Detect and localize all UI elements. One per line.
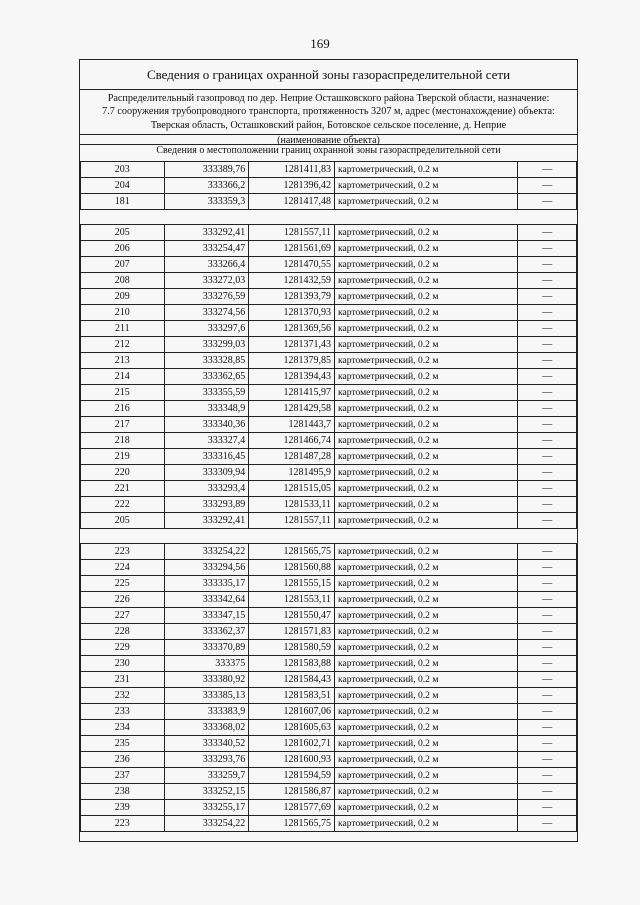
method-cell: картометрический, 0.2 м (334, 194, 517, 210)
method-cell: картометрический, 0.2 м (334, 481, 517, 497)
y-coordinate: 1281515,05 (249, 481, 335, 497)
method-cell: картометрический, 0.2 м (334, 752, 517, 768)
group-separator-row (81, 529, 577, 544)
point-number: 203 (81, 162, 165, 178)
y-coordinate: 1281393,79 (249, 289, 335, 305)
note-cell: — (518, 704, 577, 720)
note-cell: — (518, 576, 577, 592)
note-cell: — (518, 513, 577, 529)
y-coordinate: 1281594,59 (249, 768, 335, 784)
method-cell: картометрический, 0.2 м (334, 321, 517, 337)
note-cell: — (518, 688, 577, 704)
table-row (81, 544, 577, 560)
y-coordinate: 1281605,63 (249, 720, 335, 736)
x-coordinate: 333259,7 (164, 768, 249, 784)
point-number: 231 (81, 672, 165, 688)
table-row (81, 433, 577, 449)
y-coordinate: 1281396,42 (249, 178, 335, 194)
table-row (81, 736, 577, 752)
point-number: 215 (81, 385, 165, 401)
x-coordinate: 333292,41 (164, 225, 249, 241)
method-cell: картометрический, 0.2 м (334, 784, 517, 800)
method-cell: картометрический, 0.2 м (334, 385, 517, 401)
table-row (81, 353, 577, 369)
separator-cell (81, 529, 577, 544)
x-coordinate: 333327,4 (164, 433, 249, 449)
method-cell: картометрический, 0.2 м (334, 401, 517, 417)
table-row (81, 481, 577, 497)
y-coordinate: 1281555,15 (249, 576, 335, 592)
note-cell: — (518, 385, 577, 401)
table-row (81, 417, 577, 433)
point-number: 227 (81, 608, 165, 624)
note-cell: — (518, 608, 577, 624)
table-row (81, 194, 577, 210)
point-number: 216 (81, 401, 165, 417)
table-row (81, 560, 577, 576)
table-row (81, 624, 577, 640)
point-number: 219 (81, 449, 165, 465)
y-coordinate: 1281533,11 (249, 497, 335, 513)
method-cell: картометрический, 0.2 м (334, 816, 517, 832)
x-coordinate: 333316,45 (164, 449, 249, 465)
x-coordinate: 333328,85 (164, 353, 249, 369)
x-coordinate: 333383,9 (164, 704, 249, 720)
note-cell: — (518, 752, 577, 768)
point-number: 226 (81, 592, 165, 608)
point-number: 230 (81, 656, 165, 672)
document-title: Сведения о границах охранной зоны газораспределительной сети (80, 60, 577, 90)
note-cell: — (518, 257, 577, 273)
point-number: 238 (81, 784, 165, 800)
table-row (81, 656, 577, 672)
method-cell: картометрический, 0.2 м (334, 513, 517, 529)
method-cell: картометрический, 0.2 м (334, 337, 517, 353)
x-coordinate: 333293,89 (164, 497, 249, 513)
x-coordinate: 333385,13 (164, 688, 249, 704)
point-number: 206 (81, 241, 165, 257)
point-number: 217 (81, 417, 165, 433)
point-number: 208 (81, 273, 165, 289)
table-row (81, 289, 577, 305)
x-coordinate: 333342,64 (164, 592, 249, 608)
note-cell: — (518, 273, 577, 289)
x-coordinate: 333370,89 (164, 640, 249, 656)
y-coordinate: 1281584,43 (249, 672, 335, 688)
method-cell: картометрический, 0.2 м (334, 241, 517, 257)
point-number: 234 (81, 720, 165, 736)
y-coordinate: 1281443,7 (249, 417, 335, 433)
x-coordinate: 333274,56 (164, 305, 249, 321)
method-cell: картометрический, 0.2 м (334, 608, 517, 624)
y-coordinate: 1281411,83 (249, 162, 335, 178)
point-number: 223 (81, 816, 165, 832)
y-coordinate: 1281415,97 (249, 385, 335, 401)
point-number: 204 (81, 178, 165, 194)
y-coordinate: 1281466,74 (249, 433, 335, 449)
y-coordinate: 1281600,93 (249, 752, 335, 768)
point-number: 224 (81, 560, 165, 576)
coordinates-table (80, 161, 577, 832)
x-coordinate: 333335,17 (164, 576, 249, 592)
y-coordinate: 1281583,88 (249, 656, 335, 672)
table-row (81, 768, 577, 784)
table-row (81, 800, 577, 816)
method-cell: картометрический, 0.2 м (334, 417, 517, 433)
point-number: 213 (81, 353, 165, 369)
method-cell: картометрический, 0.2 м (334, 704, 517, 720)
x-coordinate: 333340,36 (164, 417, 249, 433)
method-cell: картометрический, 0.2 м (334, 736, 517, 752)
x-coordinate: 333375 (164, 656, 249, 672)
x-coordinate: 333297,6 (164, 321, 249, 337)
y-coordinate: 1281550,47 (249, 608, 335, 624)
table-row (81, 241, 577, 257)
method-cell: картометрический, 0.2 м (334, 449, 517, 465)
table-row (81, 640, 577, 656)
method-cell: картометрический, 0.2 м (334, 273, 517, 289)
method-cell: картометрический, 0.2 м (334, 257, 517, 273)
note-cell: — (518, 672, 577, 688)
note-cell: — (518, 544, 577, 560)
y-coordinate: 1281557,11 (249, 513, 335, 529)
method-cell: картометрический, 0.2 м (334, 353, 517, 369)
note-cell: — (518, 225, 577, 241)
x-coordinate: 333276,59 (164, 289, 249, 305)
point-number: 222 (81, 497, 165, 513)
object-name-caption: (наименование объекта) (80, 134, 577, 145)
method-cell: картометрический, 0.2 м (334, 369, 517, 385)
method-cell: картометрический, 0.2 м (334, 624, 517, 640)
y-coordinate: 1281586,87 (249, 784, 335, 800)
x-coordinate: 333254,22 (164, 544, 249, 560)
table-row (81, 608, 577, 624)
point-number: 237 (81, 768, 165, 784)
point-number: 220 (81, 465, 165, 481)
table-row (81, 273, 577, 289)
note-cell: — (518, 640, 577, 656)
x-coordinate: 333309,94 (164, 465, 249, 481)
note-cell: — (518, 337, 577, 353)
table-row (81, 162, 577, 178)
note-cell: — (518, 624, 577, 640)
y-coordinate: 1281557,11 (249, 225, 335, 241)
table-row (81, 816, 577, 832)
x-coordinate: 333293,76 (164, 752, 249, 768)
y-coordinate: 1281379,85 (249, 353, 335, 369)
table-row (81, 465, 577, 481)
y-coordinate: 1281470,55 (249, 257, 335, 273)
x-coordinate: 333359,3 (164, 194, 249, 210)
method-cell: картометрический, 0.2 м (334, 720, 517, 736)
point-number: 228 (81, 624, 165, 640)
x-coordinate: 333294,56 (164, 560, 249, 576)
table-row (81, 385, 577, 401)
point-number: 181 (81, 194, 165, 210)
description-line: Тверская область, Осташковский район, Ботовское сельское поселение, д. Неприе (150, 119, 507, 131)
y-coordinate: 1281371,43 (249, 337, 335, 353)
note-cell: — (518, 720, 577, 736)
point-number: 233 (81, 704, 165, 720)
note-cell: — (518, 481, 577, 497)
method-cell: картометрический, 0.2 м (334, 656, 517, 672)
table-row (81, 720, 577, 736)
y-coordinate: 1281577,69 (249, 800, 335, 816)
point-number: 229 (81, 640, 165, 656)
object-description (80, 90, 577, 134)
x-coordinate: 333340,52 (164, 736, 249, 752)
table-row (81, 369, 577, 385)
y-coordinate: 1281580,59 (249, 640, 335, 656)
note-cell: — (518, 465, 577, 481)
x-coordinate: 333272,03 (164, 273, 249, 289)
table-row (81, 257, 577, 273)
description-line: 7.7 сооружения трубопроводного транспорта, протяженность 3207 м, адрес (местонахождение) объекта: (102, 106, 555, 118)
table-row (81, 576, 577, 592)
description-line: Распределительный газопровод по дер. Неприе Осташковского района Тверской области, назначение: (107, 93, 550, 104)
note-cell: — (518, 241, 577, 257)
note-cell: — (518, 768, 577, 784)
location-caption: Сведения о местоположении границ охранной зоны газораспределительной сети (156, 145, 501, 156)
point-number: 235 (81, 736, 165, 752)
point-number: 211 (81, 321, 165, 337)
method-cell: картометрический, 0.2 м (334, 289, 517, 305)
x-coordinate: 333380,92 (164, 672, 249, 688)
note-cell: — (518, 178, 577, 194)
x-coordinate: 333254,22 (164, 816, 249, 832)
note-cell: — (518, 162, 577, 178)
x-coordinate: 333362,37 (164, 624, 249, 640)
y-coordinate: 1281560,88 (249, 560, 335, 576)
y-coordinate: 1281370,93 (249, 305, 335, 321)
x-coordinate: 333389,76 (164, 162, 249, 178)
method-cell: картометрический, 0.2 м (334, 465, 517, 481)
method-cell: картометрический, 0.2 м (334, 560, 517, 576)
note-cell: — (518, 369, 577, 385)
y-coordinate: 1281571,83 (249, 624, 335, 640)
x-coordinate: 333252,15 (164, 784, 249, 800)
y-coordinate: 1281607,06 (249, 704, 335, 720)
y-coordinate: 1281495,9 (249, 465, 335, 481)
boundary-info-frame (79, 59, 578, 842)
x-coordinate: 333368,02 (164, 720, 249, 736)
table-row (81, 305, 577, 321)
x-coordinate: 333366,2 (164, 178, 249, 194)
point-number: 225 (81, 576, 165, 592)
y-coordinate: 1281565,75 (249, 544, 335, 560)
note-cell: — (518, 497, 577, 513)
table-row (81, 225, 577, 241)
point-number: 205 (81, 513, 165, 529)
point-number: 214 (81, 369, 165, 385)
method-cell: картометрический, 0.2 м (334, 768, 517, 784)
table-row (81, 449, 577, 465)
note-cell: — (518, 289, 577, 305)
page-number: 169 (310, 36, 330, 51)
table-row (81, 497, 577, 513)
point-number: 207 (81, 257, 165, 273)
method-cell: картометрический, 0.2 м (334, 225, 517, 241)
x-coordinate: 333293,4 (164, 481, 249, 497)
method-cell: картометрический, 0.2 м (334, 544, 517, 560)
x-coordinate: 333348,9 (164, 401, 249, 417)
method-cell: картометрический, 0.2 м (334, 672, 517, 688)
method-cell: картометрический, 0.2 м (334, 178, 517, 194)
x-coordinate: 333255,17 (164, 800, 249, 816)
note-cell: — (518, 592, 577, 608)
y-coordinate: 1281432,59 (249, 273, 335, 289)
method-cell: картометрический, 0.2 м (334, 640, 517, 656)
point-number: 209 (81, 289, 165, 305)
table-row (81, 784, 577, 800)
point-number: 221 (81, 481, 165, 497)
point-number: 236 (81, 752, 165, 768)
method-cell: картометрический, 0.2 м (334, 305, 517, 321)
method-cell: картометрический, 0.2 м (334, 576, 517, 592)
table-row (81, 752, 577, 768)
note-cell: — (518, 816, 577, 832)
note-cell: — (518, 194, 577, 210)
table-row (81, 672, 577, 688)
note-cell: — (518, 321, 577, 337)
note-cell: — (518, 417, 577, 433)
table-row (81, 401, 577, 417)
y-coordinate: 1281394,43 (249, 369, 335, 385)
note-cell: — (518, 401, 577, 417)
x-coordinate: 333292,41 (164, 513, 249, 529)
note-cell: — (518, 656, 577, 672)
table-row (81, 321, 577, 337)
table-row (81, 592, 577, 608)
note-cell: — (518, 800, 577, 816)
point-number: 239 (81, 800, 165, 816)
method-cell: картометрический, 0.2 м (334, 592, 517, 608)
note-cell: — (518, 449, 577, 465)
y-coordinate: 1281553,11 (249, 592, 335, 608)
point-number: 210 (81, 305, 165, 321)
method-cell: картометрический, 0.2 м (334, 497, 517, 513)
point-number: 223 (81, 544, 165, 560)
point-number: 232 (81, 688, 165, 704)
note-cell: — (518, 305, 577, 321)
table-row (81, 337, 577, 353)
separator-cell (81, 210, 577, 225)
x-coordinate: 333347,15 (164, 608, 249, 624)
table-row (81, 513, 577, 529)
x-coordinate: 333299,03 (164, 337, 249, 353)
table-row (81, 178, 577, 194)
x-coordinate: 333362,65 (164, 369, 249, 385)
y-coordinate: 1281583,51 (249, 688, 335, 704)
x-coordinate: 333266,4 (164, 257, 249, 273)
method-cell: картометрический, 0.2 м (334, 162, 517, 178)
y-coordinate: 1281429,58 (249, 401, 335, 417)
y-coordinate: 1281602,71 (249, 736, 335, 752)
point-number: 218 (81, 433, 165, 449)
group-separator-row (81, 210, 577, 225)
note-cell: — (518, 560, 577, 576)
y-coordinate: 1281487,28 (249, 449, 335, 465)
point-number: 205 (81, 225, 165, 241)
table-row (81, 688, 577, 704)
method-cell: картометрический, 0.2 м (334, 800, 517, 816)
note-cell: — (518, 784, 577, 800)
note-cell: — (518, 353, 577, 369)
method-cell: картометрический, 0.2 м (334, 433, 517, 449)
note-cell: — (518, 736, 577, 752)
x-coordinate: 333355,59 (164, 385, 249, 401)
table-row (81, 704, 577, 720)
y-coordinate: 1281561,69 (249, 241, 335, 257)
point-number: 212 (81, 337, 165, 353)
y-coordinate: 1281565,75 (249, 816, 335, 832)
method-cell: картометрический, 0.2 м (334, 688, 517, 704)
y-coordinate: 1281369,56 (249, 321, 335, 337)
x-coordinate: 333254,47 (164, 241, 249, 257)
note-cell: — (518, 433, 577, 449)
y-coordinate: 1281417,48 (249, 194, 335, 210)
